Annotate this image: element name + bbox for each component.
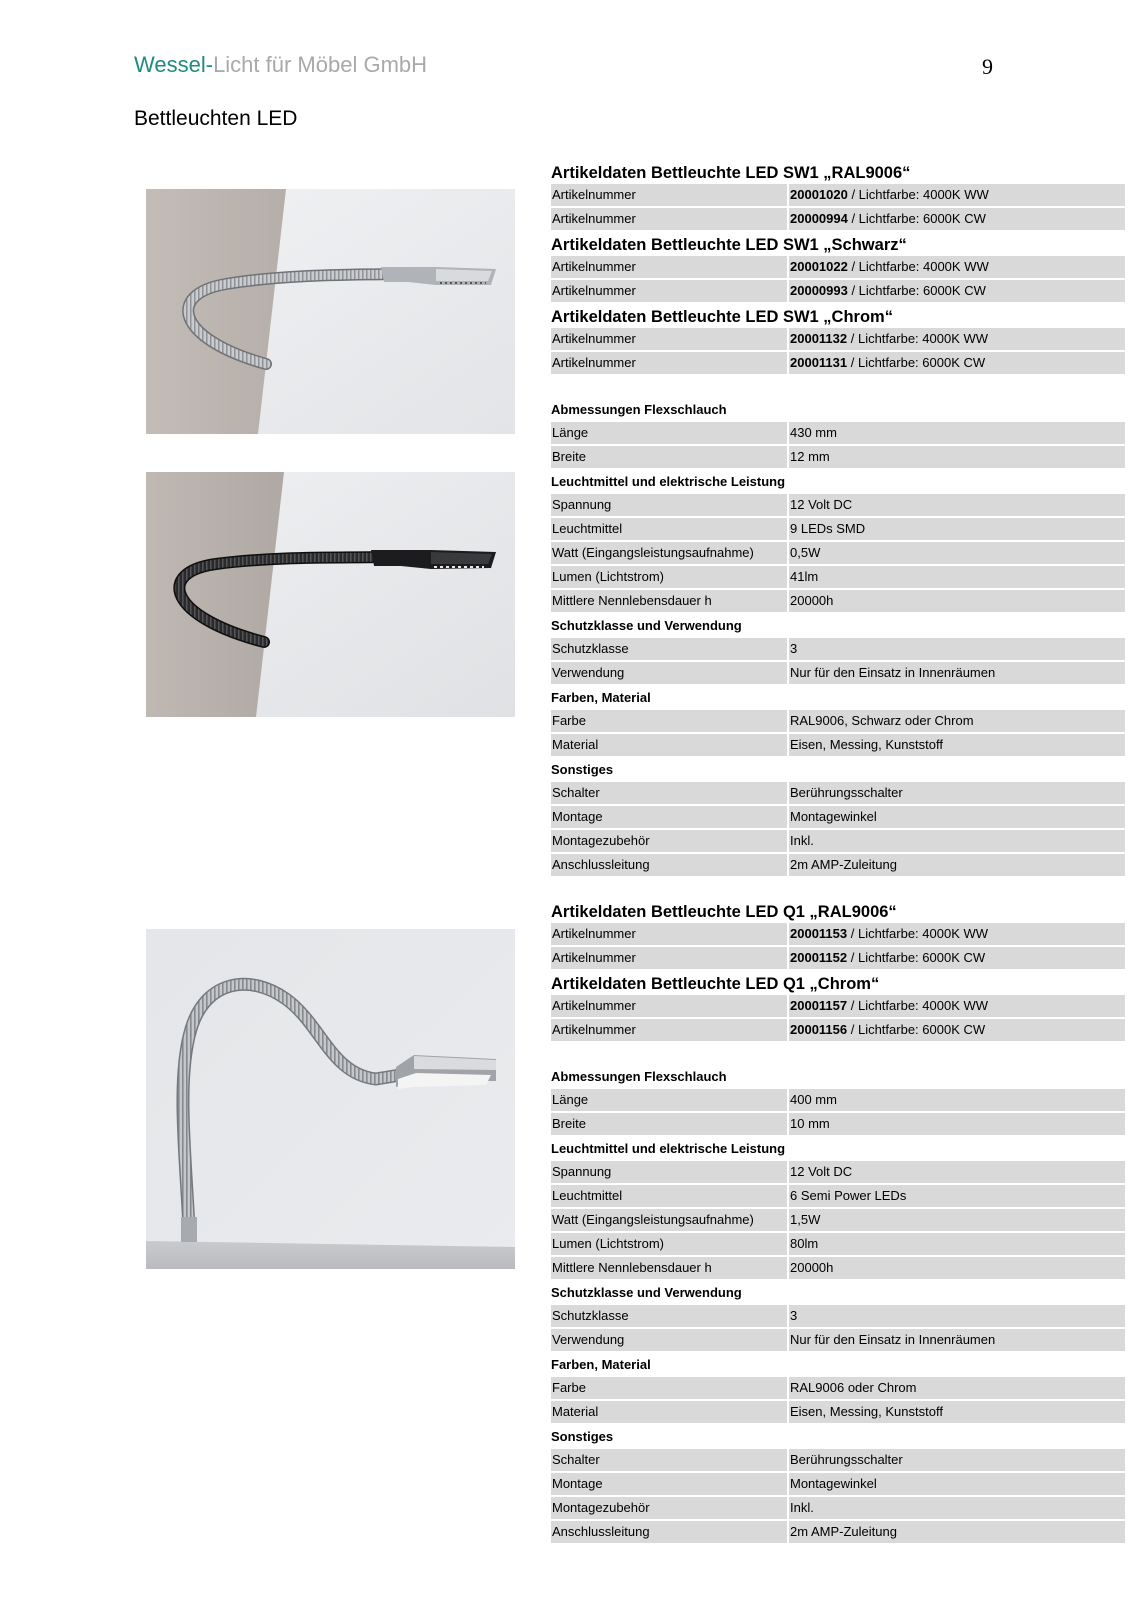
spec-label: Länge — [551, 1089, 787, 1111]
spec-row — [551, 422, 1125, 446]
spec-row — [551, 1161, 1125, 1185]
spec-value: 2m AMP-Zuleitung — [789, 1521, 1125, 1543]
spec-row — [551, 710, 1125, 734]
spec-label: Lumen (Lichtstrom) — [551, 566, 787, 588]
spec-row — [551, 1113, 1125, 1137]
spec-label: Montagezubehör — [551, 1497, 787, 1519]
spec-label: Montagezubehör — [551, 830, 787, 852]
spec-value: Berührungsschalter — [789, 1449, 1125, 1471]
article-label: Artikelnummer — [551, 923, 787, 945]
spec-value: RAL9006, Schwarz oder Chrom — [789, 710, 1125, 732]
spec-value: Eisen, Messing, Kunststoff — [789, 1401, 1125, 1423]
spec-value: 41lm — [789, 566, 1125, 588]
light-color: / Lichtfarbe: 4000K WW — [847, 187, 989, 202]
spec-label: Watt (Eingangsleistungsaufnahme) — [551, 1209, 787, 1231]
article-value — [789, 208, 1125, 230]
article-number: 20001157 — [790, 998, 848, 1013]
spec-label: Verwendung — [551, 1329, 787, 1351]
spec-row — [551, 1377, 1125, 1401]
light-color: / Lichtfarbe: 6000K CW — [847, 355, 986, 370]
spec-value: 0,5W — [789, 542, 1125, 564]
spec-row — [551, 830, 1125, 854]
article-number: 20000994 — [790, 211, 848, 226]
spec-value: RAL9006 oder Chrom — [789, 1377, 1125, 1399]
light-color: / Lichtfarbe: 6000K CW — [847, 211, 986, 226]
spec-group-heading: Schutzklasse und Verwendung — [551, 618, 742, 633]
spec-label: Watt (Eingangsleistungsaufnahme) — [551, 542, 787, 564]
spec-row — [551, 1473, 1125, 1497]
spec-group-heading: Abmessungen Flexschlauch — [551, 402, 727, 417]
spec-group-heading: Sonstiges — [551, 1429, 614, 1444]
article-row — [551, 995, 1125, 1019]
spec-value: 80lm — [789, 1233, 1125, 1255]
article-label: Artikelnummer — [551, 1019, 787, 1041]
spec-group-heading: Abmessungen Flexschlauch — [551, 1069, 727, 1084]
article-label: Artikelnummer — [551, 256, 787, 278]
article-value — [789, 923, 1125, 945]
spec-label: Mittlere Nennlebensdauer h — [551, 1257, 787, 1279]
article-number: 20001132 — [790, 331, 848, 346]
spec-label: Leuchtmittel — [551, 1185, 787, 1207]
spec-row — [551, 1185, 1125, 1209]
article-label: Artikelnummer — [551, 208, 787, 230]
article-value — [789, 328, 1125, 350]
spec-row — [551, 1449, 1125, 1473]
spec-group-heading: Schutzklasse und Verwendung — [551, 1285, 742, 1300]
spec-row — [551, 1233, 1125, 1257]
article-value — [789, 352, 1125, 374]
company-name — [134, 52, 427, 78]
spec-row — [551, 1305, 1125, 1329]
article-label: Artikelnummer — [551, 184, 787, 206]
article-value — [789, 1019, 1125, 1041]
spec-value: 12 Volt DC — [789, 1161, 1125, 1183]
section-spacer — [551, 1043, 1125, 1065]
spec-label: Schalter — [551, 1449, 787, 1471]
article-number: 20001153 — [790, 926, 848, 941]
spec-row — [551, 638, 1125, 662]
article-row — [551, 352, 1125, 376]
article-row — [551, 208, 1125, 232]
spec-value: Eisen, Messing, Kunststoff — [789, 734, 1125, 756]
article-value — [789, 184, 1125, 206]
light-color: / Lichtfarbe: 6000K CW — [847, 950, 986, 965]
spec-row — [551, 662, 1125, 686]
spec-label: Material — [551, 734, 787, 756]
spec-row — [551, 734, 1125, 758]
spec-label: Material — [551, 1401, 787, 1423]
spec-row — [551, 590, 1125, 614]
article-row — [551, 184, 1125, 208]
spec-label: Länge — [551, 422, 787, 444]
spec-value: 10 mm — [789, 1113, 1125, 1135]
article-number: 20001022 — [790, 259, 848, 274]
spec-value: 3 — [789, 1305, 1125, 1327]
light-color: / Lichtfarbe: 4000K WW — [847, 331, 989, 346]
spec-row — [551, 782, 1125, 806]
light-color: / Lichtfarbe: 4000K WW — [847, 926, 989, 941]
article-value — [789, 256, 1125, 278]
article-row — [551, 1019, 1125, 1043]
article-title: Artikeldaten Bettleuchte LED Q1 „Chrom“ — [551, 975, 880, 993]
lamp-sw1-black-image — [146, 472, 515, 717]
spec-label: Farbe — [551, 1377, 787, 1399]
spec-row — [551, 446, 1125, 470]
spec-label: Breite — [551, 446, 787, 468]
q1-spec-section — [551, 899, 1125, 1545]
article-number: 20001020 — [790, 187, 848, 202]
spec-row — [551, 1089, 1125, 1113]
spec-value: 6 Semi Power LEDs — [789, 1185, 1125, 1207]
article-row — [551, 947, 1125, 971]
spec-row — [551, 566, 1125, 590]
company-brand-separator: - — [205, 52, 214, 77]
article-title: Artikeldaten Bettleuchte LED SW1 „RAL9006“ — [551, 164, 911, 182]
spec-value: Montagewinkel — [789, 806, 1125, 828]
article-label: Artikelnummer — [551, 352, 787, 374]
spec-label: Schutzklasse — [551, 638, 787, 660]
article-number: 20001156 — [790, 1022, 848, 1037]
spec-value: Inkl. — [789, 1497, 1125, 1519]
article-row — [551, 328, 1125, 352]
spec-row — [551, 854, 1125, 878]
article-number: 20001152 — [790, 950, 848, 965]
spec-label: Spannung — [551, 494, 787, 516]
spec-label: Mittlere Nennlebensdauer h — [551, 590, 787, 612]
article-number: 20001131 — [790, 355, 848, 370]
company-brand: Wessel — [134, 52, 206, 77]
spec-row — [551, 542, 1125, 566]
page-title: Bettleuchten LED — [134, 107, 298, 130]
spec-label: Spannung — [551, 1161, 787, 1183]
spec-value: Inkl. — [789, 830, 1125, 852]
spec-label: Farbe — [551, 710, 787, 732]
spec-row — [551, 1521, 1125, 1545]
article-row — [551, 256, 1125, 280]
spec-value: Nur für den Einsatz in Innenräumen — [789, 662, 1125, 684]
sw1-spec-section — [551, 160, 1125, 878]
spec-value: 1,5W — [789, 1209, 1125, 1231]
spec-group-heading: Sonstiges — [551, 762, 614, 777]
spec-row — [551, 806, 1125, 830]
article-row — [551, 923, 1125, 947]
article-value — [789, 995, 1125, 1017]
light-color: / Lichtfarbe: 6000K CW — [847, 283, 986, 298]
spec-label: Leuchtmittel — [551, 518, 787, 540]
spec-label: Verwendung — [551, 662, 787, 684]
spec-label: Montage — [551, 1473, 787, 1495]
article-label: Artikelnummer — [551, 995, 787, 1017]
article-label: Artikelnummer — [551, 947, 787, 969]
lamp-q1-chrome-image — [146, 929, 515, 1269]
article-row — [551, 280, 1125, 304]
article-number: 20000993 — [790, 283, 848, 298]
spec-value: Montagewinkel — [789, 1473, 1125, 1495]
light-color: / Lichtfarbe: 4000K WW — [847, 998, 989, 1013]
lamp-sw1-chrome-image — [146, 189, 515, 434]
spec-value: 3 — [789, 638, 1125, 660]
spec-value: 9 LEDs SMD — [789, 518, 1125, 540]
spec-value: 2m AMP-Zuleitung — [789, 854, 1125, 876]
article-title: Artikeldaten Bettleuchte LED SW1 „Chrom“ — [551, 308, 893, 326]
spec-label: Anschlussleitung — [551, 1521, 787, 1543]
spec-row — [551, 1329, 1125, 1353]
spec-group-heading: Leuchtmittel und elektrische Leistung — [551, 1141, 786, 1156]
article-value — [789, 280, 1125, 302]
spec-label: Breite — [551, 1113, 787, 1135]
light-color: / Lichtfarbe: 6000K CW — [847, 1022, 986, 1037]
spec-row — [551, 518, 1125, 542]
company-name-rest: Licht für Möbel GmbH — [213, 52, 428, 77]
spec-label: Schutzklasse — [551, 1305, 787, 1327]
spec-label: Lumen (Lichtstrom) — [551, 1233, 787, 1255]
spec-row — [551, 1209, 1125, 1233]
spec-value: 12 Volt DC — [789, 494, 1125, 516]
light-color: / Lichtfarbe: 4000K WW — [847, 259, 989, 274]
spec-group-heading: Farben, Material — [551, 690, 651, 705]
article-label: Artikelnummer — [551, 280, 787, 302]
article-title: Artikeldaten Bettleuchte LED Q1 „RAL9006“ — [551, 903, 897, 921]
article-label: Artikelnummer — [551, 328, 787, 350]
spec-row — [551, 1497, 1125, 1521]
page-number: 9 — [982, 54, 993, 79]
spec-value: 20000h — [789, 590, 1125, 612]
article-value — [789, 947, 1125, 969]
spec-row — [551, 1257, 1125, 1281]
spec-value: 20000h — [789, 1257, 1125, 1279]
spec-value: 400 mm — [789, 1089, 1125, 1111]
spec-value: 430 mm — [789, 422, 1125, 444]
spec-group-heading: Farben, Material — [551, 1357, 651, 1372]
spec-row — [551, 1401, 1125, 1425]
spec-label: Schalter — [551, 782, 787, 804]
article-title: Artikeldaten Bettleuchte LED SW1 „Schwarz“ — [551, 236, 907, 254]
section-spacer — [551, 376, 1125, 398]
spec-value: 12 mm — [789, 446, 1125, 468]
spec-label: Montage — [551, 806, 787, 828]
spec-group-heading: Leuchtmittel und elektrische Leistung — [551, 474, 786, 489]
spec-label: Anschlussleitung — [551, 854, 787, 876]
spec-row — [551, 494, 1125, 518]
spec-value: Berührungsschalter — [789, 782, 1125, 804]
spec-value: Nur für den Einsatz in Innenräumen — [789, 1329, 1125, 1351]
